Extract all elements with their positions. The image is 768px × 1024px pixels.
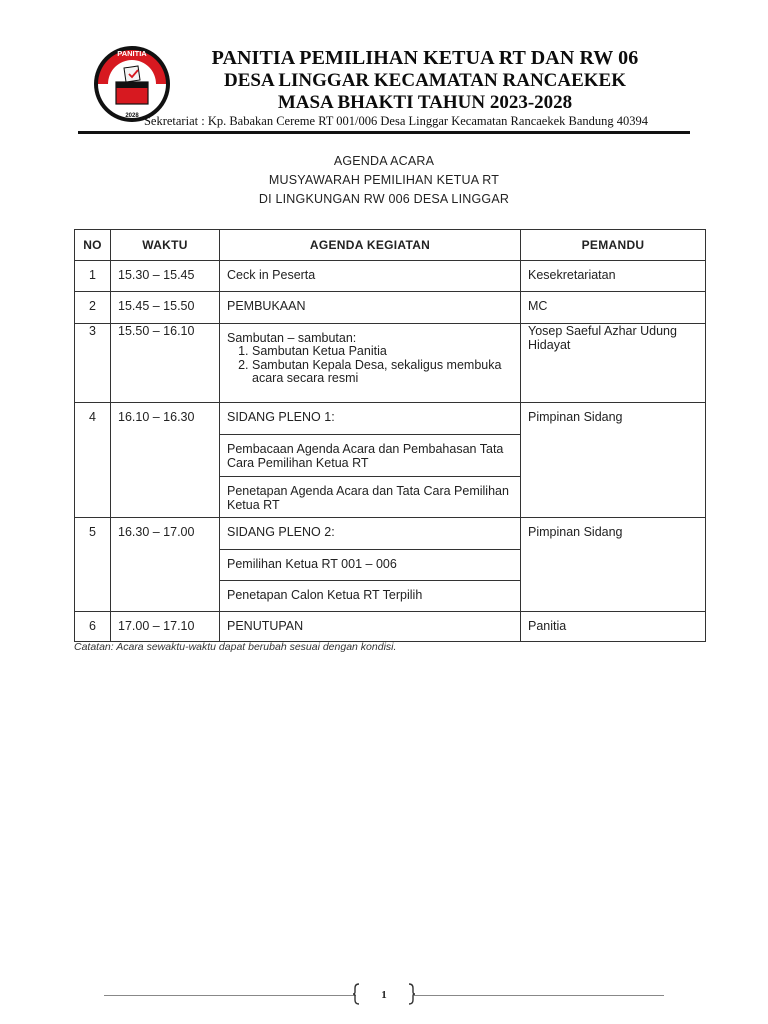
footer-line-left <box>104 995 356 996</box>
row-agenda: SIDANG PLENO 2: <box>220 518 521 550</box>
agenda-table <box>74 229 706 642</box>
row-agenda-sub: Penetapan Agenda Acara dan Tata Cara Pemilihan Ketua RT <box>220 477 521 518</box>
agenda-item-heading: Sambutan – sambutan: <box>227 331 357 345</box>
letterhead-line-3: MASA BHAKTI TAHUN 2023-2028 <box>277 92 573 113</box>
row-waktu: 16.10 – 16.30 <box>111 403 220 518</box>
header-waktu: WAKTU <box>111 230 220 261</box>
letterhead-rule <box>78 131 690 134</box>
row-agenda: PEMBUKAAN <box>220 292 521 324</box>
table-row <box>75 612 706 642</box>
title-line-3: DI LINGKUNGAN RW 006 DESA LINGGAR <box>258 192 510 206</box>
row-no: 5 <box>75 518 111 612</box>
title-line-1: AGENDA ACARA <box>333 154 435 168</box>
table-header-row <box>75 230 706 261</box>
page-number: 1 <box>381 989 387 1001</box>
row-waktu: 15.50 – 16.10 <box>111 324 220 403</box>
row-pemandu: Pimpinan Sidang <box>521 518 706 612</box>
table-row <box>75 292 706 324</box>
list-item: 2. Sambutan Kepala Desa, sekaligus membuka acara secara resmi <box>252 359 513 386</box>
row-agenda <box>220 324 521 403</box>
svg-text:PANITIA: PANITIA <box>117 49 147 58</box>
header-pemandu: PEMANDU <box>521 230 706 261</box>
row-agenda-sub: Penetapan Calon Ketua RT Terpilih <box>220 581 521 612</box>
letterhead-title <box>170 46 680 114</box>
row-pemandu: Kesekretariatan <box>521 261 706 292</box>
row-agenda-sub: Pembacaan Agenda Acara dan Pembahasan Tata Cara Pemilihan Ketua RT <box>220 435 521 477</box>
footer-line-right <box>414 995 664 996</box>
row-waktu: 15.45 – 15.50 <box>111 292 220 324</box>
row-no: 6 <box>75 612 111 642</box>
letterhead <box>0 0 768 136</box>
document-title <box>0 152 768 209</box>
row-agenda: PENUTUPAN <box>220 612 521 642</box>
row-agenda: SIDANG PLENO 1: <box>220 403 521 435</box>
row-pemandu: MC <box>521 292 706 324</box>
panitia-logo <box>92 44 172 124</box>
table-row <box>75 403 706 435</box>
row-no: 4 <box>75 403 111 518</box>
row-agenda: Ceck in Peserta <box>220 261 521 292</box>
row-agenda-sub: Pemilihan Ketua RT 001 – 006 <box>220 550 521 581</box>
table-row <box>75 324 706 403</box>
header-agenda: AGENDA KEGIATAN <box>220 230 521 261</box>
row-waktu: 15.30 – 15.45 <box>111 261 220 292</box>
row-no: 3 <box>75 324 111 403</box>
header-no: NO <box>75 230 111 261</box>
agenda-subitem-list <box>227 345 513 386</box>
table-note: Catatan: Acara sewaktu-waktu dapat berubah sesuai dengan kondisi. <box>74 641 397 653</box>
row-no: 1 <box>75 261 111 292</box>
row-pemandu: Panitia <box>521 612 706 642</box>
table-row <box>75 261 706 292</box>
table-row <box>75 518 706 550</box>
right-brace-icon <box>408 983 416 1005</box>
svg-text:2028: 2028 <box>125 113 139 119</box>
row-no: 2 <box>75 292 111 324</box>
title-line-2: MUSYAWARAH PEMILIHAN KETUA RT <box>268 173 500 187</box>
letterhead-line-2: DESA LINGGAR KECAMATAN RANCAEKEK <box>223 70 627 91</box>
list-item: 1. Sambutan Ketua Panitia <box>252 345 513 359</box>
letterhead-line-1: PANITIA PEMILIHAN KETUA RT DAN RW 06 <box>211 47 639 69</box>
row-waktu: 16.30 – 17.00 <box>111 518 220 612</box>
row-pemandu: Yosep Saeful Azhar Udung Hidayat <box>521 324 706 403</box>
letterhead-address: Sekretariat : Kp. Babakan Cereme RT 001/006 Desa Linggar Kecamatan Rancaekek Bandung 40394 <box>143 114 649 128</box>
row-pemandu: Pimpinan Sidang <box>521 403 706 518</box>
row-waktu: 17.00 – 17.10 <box>111 612 220 642</box>
